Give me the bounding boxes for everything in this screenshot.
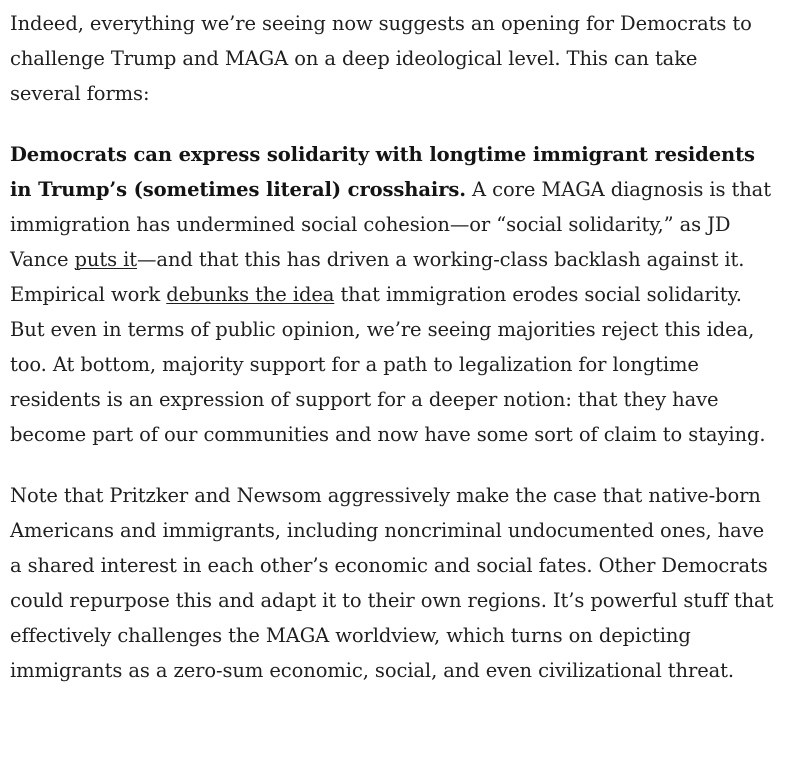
paragraph-intro-text: Indeed, everything we’re seeing now suggests an opening for Democrats to challenge Trump and MAGA on a deep ideological level. This can take several forms: (10, 12, 752, 105)
paragraph-intro (10, 6, 774, 111)
link-debunks-the-idea[interactable]: debunks the idea (166, 283, 335, 306)
link-puts-it[interactable]: puts it (74, 248, 138, 271)
paragraph-text: A core MAGA diagnosis is that immigration has undermined social cohesion—or “social solidarity,” as JD Vance (10, 178, 771, 271)
paragraph-pritzker-newsom-text: Note that Pritzker and Newsom aggressively make the case that native-born Americans and immigrants, including noncriminal undocumented ones, have a shared interest in each other’s economic and social fates. Other Democrats could repurpose this and adapt it to their own regions. It’s powerful stuff that effectively challenges the MAGA worldview, which turns on depicting immigrants as a zero-sum economic, social, and even civilizational threat. (10, 484, 774, 682)
paragraph-text: —and that this has driven a working-class backlash against it. Empirical work (10, 248, 745, 306)
paragraph-lead-bold: Democrats can express solidarity with longtime immigrant residents in Trump’s (sometimes literal) crosshairs. (10, 143, 755, 201)
paragraph-solidarity (10, 137, 774, 452)
paragraph-pritzker-newsom (10, 478, 774, 688)
paragraph-text: that immigration erodes social solidarity. But even in terms of public opinion, we’re seeing majorities reject this idea, too. At bottom, majority support for a path to legalization for longtime residents is an expression of support for a deeper notion: that they have become part of our communities and now have some sort of claim to staying. (10, 283, 766, 446)
